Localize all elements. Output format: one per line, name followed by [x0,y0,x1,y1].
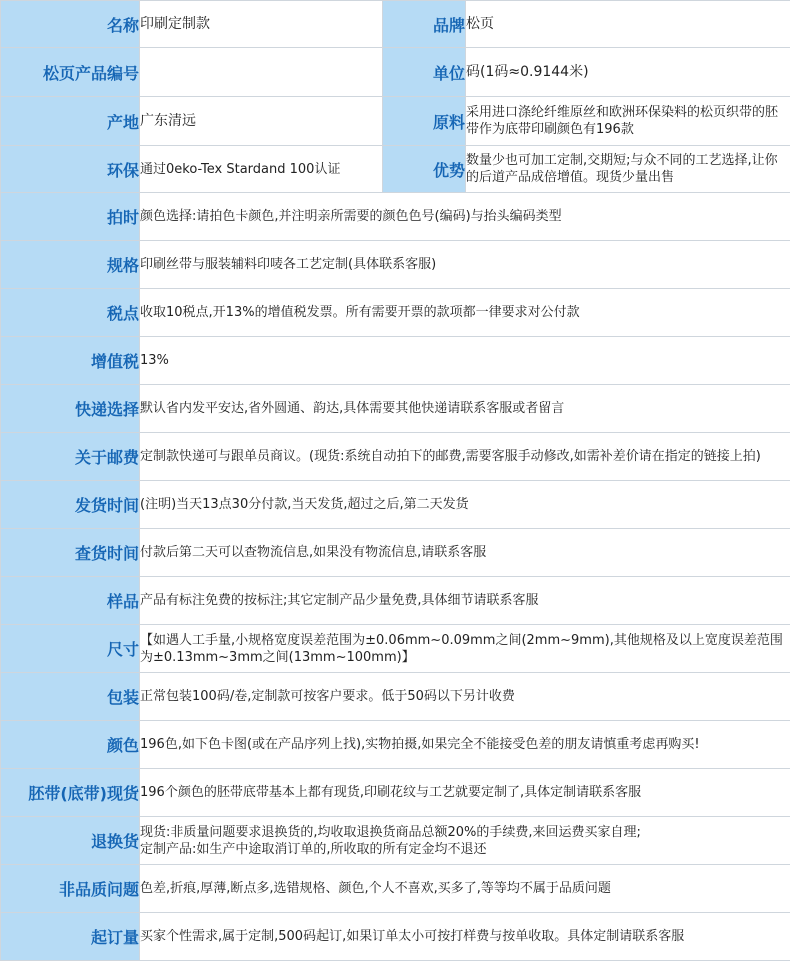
value-non-quality: 色差,折痕,厚薄,断点多,选错规格、颜色,个人不喜欢,买多了,等等均不属于品质问题 [140,865,790,913]
label-moq: 起订量 [1,913,140,961]
spec-row-name-brand [1,1,790,48]
spec-row-packaging [1,673,790,721]
value-material: 采用进口涤纶纤维原丝和欧洲环保染料的松页织带的胚带作为底带印刷颜色有196款 [466,97,790,146]
spec-row-moq [1,913,790,961]
label-unit: 单位 [383,48,466,97]
value-brand: 松页 [466,1,790,48]
value-tracking: 付款后第二天可以查物流信息,如果没有物流信息,请联系客服 [140,529,790,577]
value-advantage: 数量少也可加工定制,交期短;与众不同的工艺选择,让你的后道产品成倍增值。现货少量出售 [466,146,790,193]
label-advantage: 优势 [383,146,466,193]
label-spec: 规格 [1,241,140,289]
label-eco: 环保 [1,146,140,193]
label-ordering: 拍时 [1,193,140,241]
spec-row-vat [1,337,790,385]
label-shipping-fee: 关于邮费 [1,433,140,481]
value-unit: 码(1码≈0.9144米) [466,48,790,97]
value-product-code [140,48,383,97]
spec-row-color [1,721,790,769]
value-base-stock: 196个颜色的胚带底带基本上都有现货,印刷花纹与工艺就要定制了,具体定制请联系客服 [140,769,790,817]
value-color: 196色,如下色卡图(或在产品序列上找),实物拍摄,如果完全不能接受色差的朋友请慎重考虑再购买! [140,721,790,769]
value-packaging: 正常包装100码/卷,定制款可按客户要求。低于50码以下另计收费 [140,673,790,721]
spec-row-origin-material [1,97,790,146]
label-packaging: 包装 [1,673,140,721]
value-origin: 广东清远 [140,97,383,146]
label-brand: 品牌 [383,1,466,48]
value-spec: 印刷丝带与服装辅料印唛各工艺定制(具体联系客服) [140,241,790,289]
label-sample: 样品 [1,577,140,625]
label-name: 名称 [1,1,140,48]
value-sample: 产品有标注免费的按标注;其它定制产品少量免费,具体细节请联系客服 [140,577,790,625]
spec-row-sample [1,577,790,625]
spec-row-tracking [1,529,790,577]
label-tracking: 查货时间 [1,529,140,577]
value-tax: 收取10税点,开13%的增值税发票。所有需要开票的款项都一律要求对公付款 [140,289,790,337]
spec-row-courier [1,385,790,433]
value-vat: 13% [140,337,790,385]
spec-row-spec [1,241,790,289]
spec-row-non-quality [1,865,790,913]
label-dispatch-time: 发货时间 [1,481,140,529]
spec-row-tax [1,289,790,337]
spec-row-ordering [1,193,790,241]
label-product-code: 松页产品编号 [1,48,140,97]
spec-row-dispatch-time [1,481,790,529]
value-returns: 现货:非质量问题要求退换货的,均收取退换货商品总额20%的手续费,来回运费买家自理; 定制产品:如生产中途取消订单的,所收取的所有定金均不退还 [140,817,790,865]
spec-row-eco-advantage [1,146,790,193]
spec-row-base-stock [1,769,790,817]
value-ordering: 颜色选择:请拍色卡颜色,并注明亲所需要的颜色色号(编码)与抬头编码类型 [140,193,790,241]
spec-row-returns [1,817,790,865]
value-size: 【如遇人工手量,小规格宽度误差范围为±0.06mm~0.09mm之间(2mm~9mm),其他规格及以上宽度误差范围为±0.13mm~3mm之间(13mm~100mm)】 [140,625,790,673]
label-vat: 增值税 [1,337,140,385]
label-size: 尺寸 [1,625,140,673]
label-material: 原料 [383,97,466,146]
label-origin: 产地 [1,97,140,146]
value-shipping-fee: 定制款快递可与跟单员商议。(现货:系统自动拍下的邮费,需要客服手动修改,如需补差价请在指定的链接上拍) [140,433,790,481]
label-base-stock: 胚带(底带)现货 [1,769,140,817]
label-non-quality: 非品质问题 [1,865,140,913]
value-name: 印刷定制款 [140,1,383,48]
value-eco: 通过0eko-Tex Stardand 100认证 [140,146,383,193]
label-courier: 快递选择 [1,385,140,433]
value-moq: 买家个性需求,属于定制,500码起订,如果订单太小可按打样费与按单收取。具体定制请联系客服 [140,913,790,961]
value-dispatch-time: (注明)当天13点30分付款,当天发货,超过之后,第二天发货 [140,481,790,529]
spec-row-code-unit [1,48,790,97]
label-tax: 税点 [1,289,140,337]
label-returns: 退换货 [1,817,140,865]
spec-row-size [1,625,790,673]
label-color: 颜色 [1,721,140,769]
spec-row-shipping-fee [1,433,790,481]
value-courier: 默认省内发平安达,省外圆通、韵达,具体需要其他快递请联系客服或者留言 [140,385,790,433]
